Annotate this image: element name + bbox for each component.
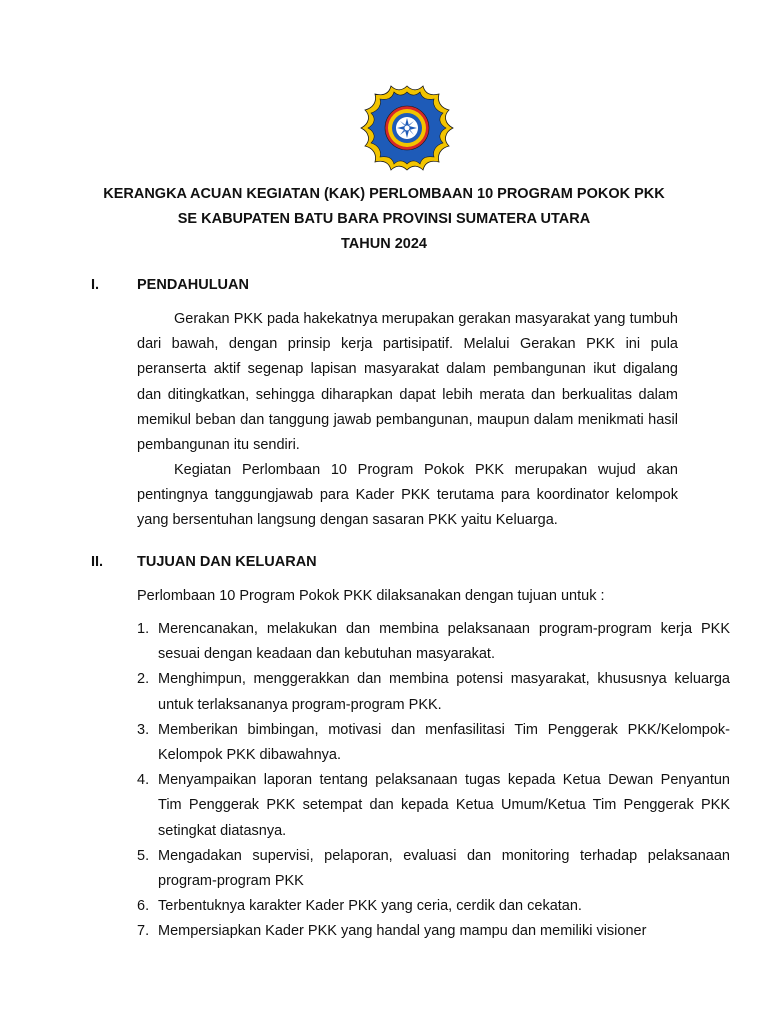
list-item-number: 4.	[137, 772, 150, 789]
list-item	[137, 919, 730, 944]
list-item-number: 6.	[137, 898, 150, 915]
title-line-2: SE KABUPATEN BATU BARA PROVINSI SUMATERA UTARA	[177, 211, 591, 227]
list-item-number: 5.	[137, 847, 150, 864]
title-line-1: KERANGKA ACUAN KEGIATAN (KAK) PERLOMBAAN 10 PROGRAM POKOK PKK	[103, 186, 665, 202]
title-line-3: TAHUN 2024	[341, 236, 427, 252]
section-1-paragraph-1: Gerakan PKK pada hakekatnya merupakan gerakan masyarakat yang tumbuh dari bawah, dengan prinsip kerja partisipatif. Melalui Gerakan PKK ini pula peranserta aktif segenap lapisan masyarakat dalam pembangunan ikut digalang dan ditingkatkan, sehingga diharapkan dapat lebih merata dan berkualitas dalam memikul beban dan tanggung jawab pembangunan, maupun dalam menikmati hasil pembangunan itu sendiri.	[137, 311, 678, 454]
document-title	[0, 182, 768, 257]
list-item	[137, 617, 730, 667]
section-2-intro: Perlombaan 10 Program Pokok PKK dilaksanakan dengan tujuan untuk :	[137, 588, 605, 604]
list-item	[137, 768, 730, 844]
list-item-number: 3.	[137, 721, 150, 738]
list-item-text: Merencanakan, melakukan dan membina pelaksanaan program-program kerja PKK sesuai dengan keadaan dan kebutuhan masyarakat.	[158, 621, 730, 663]
section-2-heading: TUJUAN DAN KELUARAN	[137, 554, 317, 570]
list-item-text: Terbentuknya karakter Kader PKK yang ceria, cerdik dan cekatan.	[158, 898, 582, 915]
list-item	[137, 667, 730, 717]
list-item-text: Memberikan bimbingan, motivasi dan menfasilitasi Tim Penggerak PKK/Kelompok-Kelompok PKK dibawahnya.	[158, 721, 730, 764]
list-item	[137, 894, 730, 919]
section-1-heading: PENDAHULUAN	[137, 277, 249, 293]
list-item-text: Mengadakan supervisi, pelaporan, evaluasi dan monitoring terhadap pelaksanaan program-program PKK	[158, 847, 730, 890]
list-item-number: 7.	[137, 923, 150, 940]
section-1-number: I.	[91, 277, 100, 293]
section-1-paragraph-2: Kegiatan Perlombaan 10 Program Pokok PKK merupakan wujud akan pentingnya tanggungjawab para Kader PKK terutama para koordinator kelompok yang bersentuhan langsung dengan sasaran PKK yaitu Keluarga.	[137, 462, 678, 529]
list-item	[137, 844, 730, 894]
list-item	[137, 718, 730, 768]
list-item-text: Menyampaikan laporan tentang pelaksanaan tugas kepada Ketua Dewan Penyantun Tim Penggerak PKK setempat dan kepada Ketua Umum/Ketua Tim Penggerak PKK setingkat diatasnya.	[158, 772, 730, 839]
section-2-number: II.	[91, 554, 104, 570]
pkk-logo-emblem	[355, 84, 459, 172]
list-item-text: Mempersiapkan Kader PKK yang handal yang mampu dan memiliki visioner	[158, 923, 647, 940]
list-item-number: 1.	[137, 621, 150, 637]
list-item-number: 2.	[137, 671, 150, 688]
objectives-list	[137, 617, 730, 945]
list-item-text: Menghimpun, menggerakkan dan membina potensi masyarakat, khususnya keluarga untuk terlaksananya program-program PKK.	[158, 671, 730, 713]
